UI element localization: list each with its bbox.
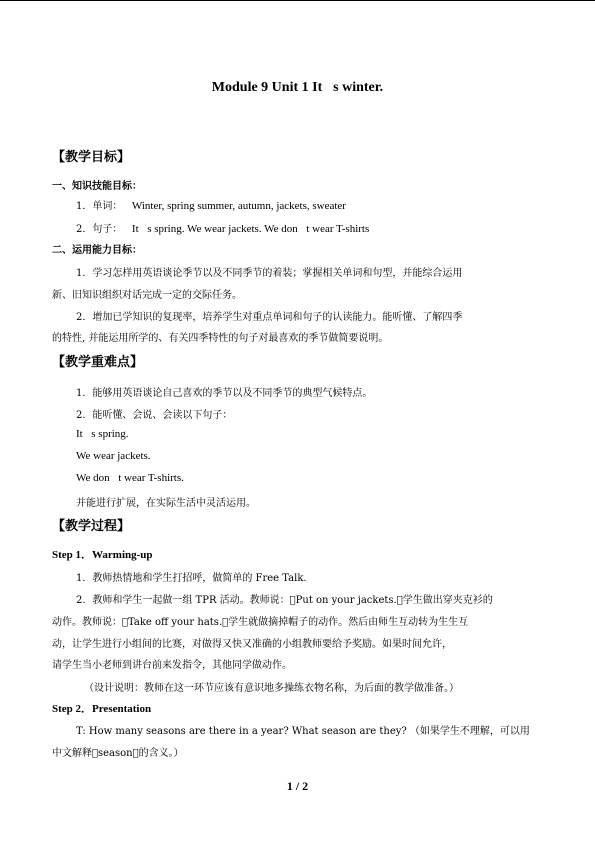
paragraph-line: 中文解释 season 的含义。） xyxy=(52,748,184,759)
paragraph-line: 2．增加已学知识的复现率，培养学生对重点单词和句子的认读能力。能听懂、了解四季 xyxy=(76,312,463,323)
paragraph-line: 并能进行扩展，在实际生活中灵活运用。 xyxy=(76,498,256,509)
section-heading-goals: 【教学目标】 xyxy=(52,150,131,165)
paragraph-line: 动，让学生进行小组间的比赛，对做得又快又准确的小组教师要给予奖励。如果时间允许， xyxy=(52,639,452,650)
paragraph-line: 1．能够用英语谈论自己喜欢的季节以及不同季节的典型气候特点。 xyxy=(76,388,373,399)
paragraph-line: 1．教师热情地和学生打招呼，做简单的 Free Talk. xyxy=(76,573,307,584)
paragraph-line: 2．教师和学生一起做一组 TPR 活动。教师说： Put on your jackets. 学生做出穿夹克衫的 xyxy=(76,595,493,606)
page-number: 1 / 2 xyxy=(286,779,309,793)
paragraph-line: 新、旧知识组织对话完成一定的交际任务。 xyxy=(52,290,242,301)
paragraph-line: T: How many seasons are there in a year? What season are they? （如果学生不理解，可以用 xyxy=(76,726,530,737)
example-sentence: We don t wear T-shirts. xyxy=(76,472,184,484)
subheading-knowledge: 一、知识技能目标： xyxy=(52,181,142,192)
paragraph-line: 2．能听懂、会说、会读以下句子： xyxy=(76,410,233,421)
paragraph-line: 动作。教师说： Take off your hats. 学生就做摘掉帽子的动作。然后由师生互动转为生生互 xyxy=(52,617,469,628)
design-note: （设计说明：教师在这一环节应该有意识地多操练衣物名称，为后面的教学做准备。） xyxy=(84,683,459,694)
step-heading: Step 1．Warming-up xyxy=(52,549,153,561)
section-heading-process: 【教学过程】 xyxy=(52,519,131,534)
sentences-line: 2．句子： It s spring. We wear jackets. We don t wear T-shirts xyxy=(76,223,370,235)
example-sentence: We wear jackets. xyxy=(76,450,151,462)
subheading-ability: 二、运用能力目标： xyxy=(52,245,142,256)
paragraph-line: 的特性, 并能运用所学的、有关四季特性的句子对最喜欢的季节做简要说明。 xyxy=(52,333,389,344)
section-heading-key-points: 【教学重难点】 xyxy=(52,355,144,370)
paragraph-line: 请学生当小老师到讲台前来发指令，其他同学做动作。 xyxy=(52,660,292,671)
words-line: 1．单词： Winter, spring summer, autumn, jackets, sweater xyxy=(76,200,346,212)
top-rule xyxy=(0,0,595,1)
example-sentence: It s spring. xyxy=(76,428,129,440)
step-heading: Step 2．Presentation xyxy=(52,703,152,715)
page-title: Module 9 Unit 1 It s winter. xyxy=(211,80,384,95)
paragraph-line: 1．学习怎样用英语谈论季节以及不同季节的着装；掌握相关单词和句型，并能综合运用 xyxy=(76,268,463,279)
